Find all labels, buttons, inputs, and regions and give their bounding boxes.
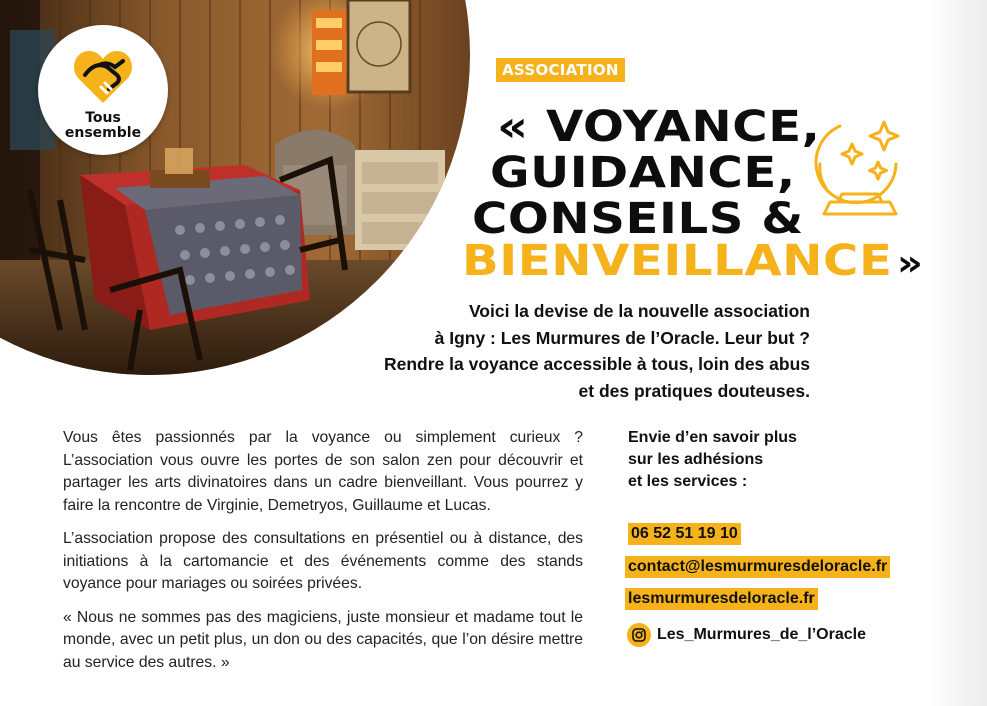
article-body: [63, 427, 583, 685]
heart-handshake-icon: [71, 45, 135, 109]
headline-line-3: CONSEILS &: [472, 194, 804, 244]
intro-line-2: à Igny : Les Murmures de l’Oracle. Leur but ?: [434, 327, 810, 348]
logo-line-1: Tous: [85, 110, 121, 126]
phone-number[interactable]: 06 52 51 19 10: [628, 523, 741, 545]
intro-line-3: Rendre la voyance accessible à tous, loin des abus: [383, 354, 810, 374]
contact-heading: [628, 427, 797, 493]
instagram-handle: Les_Murmures_de_l’Oracle: [657, 626, 866, 643]
instagram-link[interactable]: [627, 623, 866, 647]
headline-close-quote: »: [896, 243, 924, 284]
body-paragraph-1: Vous êtes passionnés par la voyance ou simplement curieux ? L’association vous ouvre les portes de son salon zen pour découvrir et partager les arts divinatoires dans un cadre bienveillant. Vous pourrez y faire la rencontre de Virginie, Demetryos, Guillaume et Lucas.: [63, 429, 583, 514]
instagram-icon: [627, 623, 651, 647]
intro-paragraph: [290, 298, 810, 404]
tous-ensemble-logo: [38, 25, 168, 155]
contact-heading-line-1: Envie d’en savoir plus: [628, 429, 797, 446]
headline-highlight: BIENVEILLANCE: [462, 236, 893, 286]
body-quote: « Nous ne sommes pas des magiciens, juste monsieur et madame tout le monde, avec un petit plus, un don ou des capacités, que l’on désire mettre au service des autres. »: [63, 608, 583, 671]
logo-line-2: ensemble: [64, 125, 142, 141]
crystal-ball-icon: [808, 118, 913, 228]
contact-heading-line-3: et les services :: [628, 473, 748, 490]
intro-line-4: et des pratiques douteuses.: [578, 380, 810, 401]
headline-line-1: « VOYANCE,: [497, 102, 821, 152]
page-edge-shadow: [927, 0, 987, 706]
body-paragraph-2: L’association propose des consultations en présentiel ou à distance, des initiations à la cartomancie et des événements comme des stands voyance pour mariages ou soirées privées.: [63, 530, 583, 592]
headline-line-2: GUIDANCE,: [490, 148, 796, 198]
contact-heading-line-2: sur les adhésions: [628, 451, 764, 468]
intro-line-1: Voici la devise de la nouvelle association: [468, 301, 810, 321]
email-link[interactable]: contact@lesmurmuresdeloracle.fr: [625, 556, 890, 578]
headline-line-4: [462, 238, 924, 287]
section-tag: ASSOCIATION: [496, 58, 625, 82]
website-link[interactable]: lesmurmuresdeloracle.fr: [625, 588, 818, 610]
